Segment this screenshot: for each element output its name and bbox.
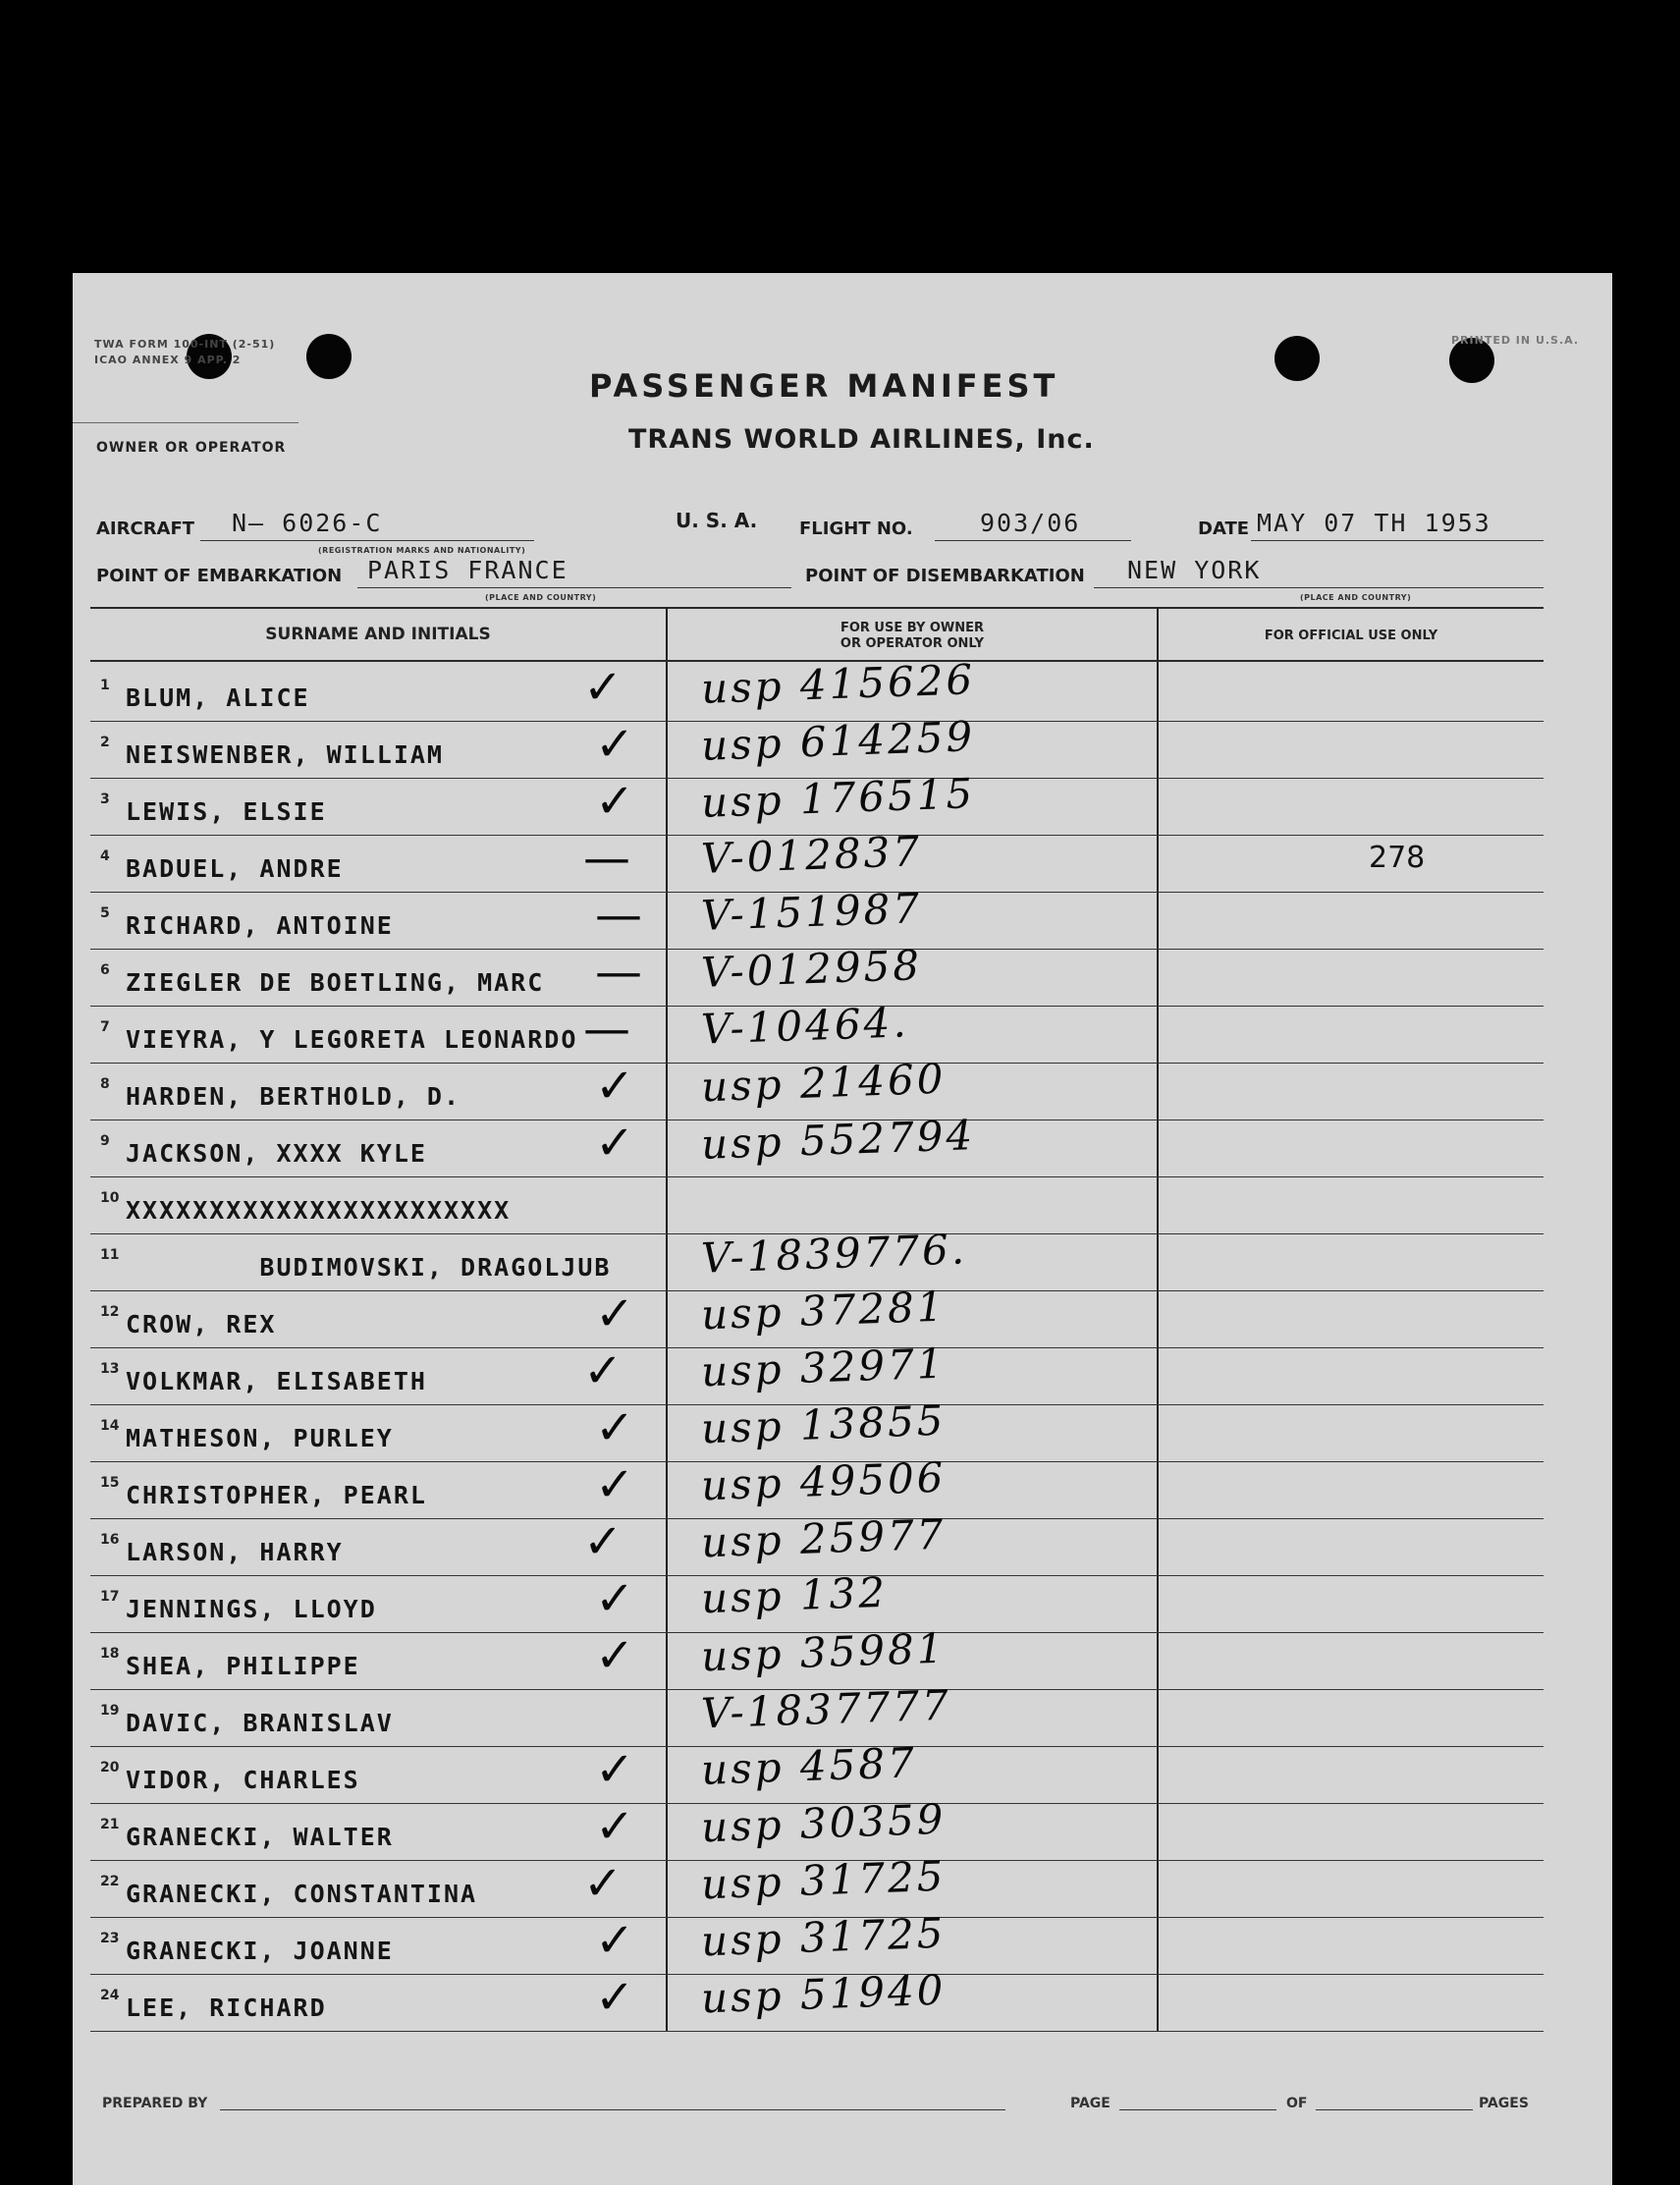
operator-entry: usp 51940 bbox=[700, 1965, 948, 2023]
row-number: 16 bbox=[100, 1532, 120, 1548]
passenger-name: LARSON, HARRY bbox=[126, 1538, 344, 1566]
manifest-page bbox=[73, 273, 1612, 2185]
check-mark-icon: ✓ bbox=[595, 1970, 635, 2025]
operator-entry: V-10464. bbox=[700, 998, 910, 1054]
operator-entry: usp 4587 bbox=[700, 1738, 918, 1794]
passenger-name: RICHARD, ANTOINE bbox=[126, 911, 394, 940]
table-row bbox=[73, 1680, 1612, 1748]
passenger-name: NEISWENBER, WILLIAM bbox=[126, 740, 444, 769]
disembarkation-label: POINT OF DISEMBARKATION bbox=[805, 566, 1085, 586]
check-mark-icon: ✓ bbox=[595, 1799, 635, 1854]
row-number: 1 bbox=[100, 678, 110, 693]
row-number: 24 bbox=[100, 1988, 120, 2003]
prepared-by-line bbox=[220, 2109, 1005, 2110]
table-row bbox=[73, 1338, 1612, 1406]
date-label: DATE bbox=[1198, 519, 1250, 539]
table-row bbox=[73, 1178, 1612, 1235]
passenger-name: SHEA, PHILIPPE bbox=[126, 1652, 360, 1680]
table-row bbox=[73, 1282, 1612, 1349]
table-top-border bbox=[90, 607, 1544, 609]
table-row bbox=[73, 1111, 1612, 1178]
prepared-by-label: PREPARED BY bbox=[102, 2096, 208, 2111]
operator-entry: V-1837777 bbox=[700, 1680, 952, 1738]
page-title: PASSENGER MANIFEST bbox=[589, 367, 1059, 405]
check-mark-icon: ✓ bbox=[583, 660, 623, 715]
passenger-name: BADUEL, ANDRE bbox=[126, 854, 344, 883]
passenger-name: BUDIMOVSKI, DRAGOLJUB bbox=[126, 1253, 612, 1282]
table-row bbox=[73, 1794, 1612, 1862]
passenger-name: VIEYRA, Y LEGORETA LEONARDO bbox=[126, 1025, 578, 1054]
passenger-name: DAVIC, BRANISLAV bbox=[126, 1709, 394, 1737]
passenger-name: CROW, REX bbox=[126, 1310, 277, 1338]
row-rule bbox=[90, 2031, 1544, 2032]
row-number: 6 bbox=[100, 962, 110, 978]
operator-name: TRANS WORLD AIRLINES, Inc. bbox=[628, 424, 1095, 455]
page-line bbox=[1119, 2109, 1276, 2110]
embarkation-caption: (PLACE AND COUNTRY) bbox=[485, 593, 597, 602]
check-mark-icon: — bbox=[583, 1002, 630, 1057]
aircraft-label: AIRCRAFT bbox=[96, 519, 195, 539]
passenger-name: LEWIS, ELSIE bbox=[126, 797, 327, 826]
operator-entry: usp 37281 bbox=[700, 1282, 948, 1339]
row-number: 22 bbox=[100, 1874, 120, 1889]
row-number: 21 bbox=[100, 1817, 120, 1832]
col-header-surname: SURNAME AND INITIALS bbox=[265, 625, 491, 644]
table-row bbox=[73, 1623, 1612, 1691]
date-underline bbox=[1251, 540, 1544, 541]
form-code-line1: TWA FORM 100-INT (2-51) bbox=[94, 338, 276, 351]
row-number: 19 bbox=[100, 1703, 120, 1719]
operator-entry: usp 31725 bbox=[700, 1851, 948, 1909]
owner-line bbox=[73, 422, 298, 423]
passenger-name: GRANECKI, JOANNE bbox=[126, 1937, 394, 1965]
table-row bbox=[73, 827, 1612, 894]
operator-entry: usp 25977 bbox=[700, 1509, 948, 1567]
table-row bbox=[73, 1908, 1612, 1976]
disembarkation-underline bbox=[1094, 587, 1544, 588]
check-mark-icon: ✓ bbox=[595, 1742, 635, 1797]
row-number: 18 bbox=[100, 1646, 120, 1662]
row-number: 14 bbox=[100, 1418, 120, 1434]
row-number: 13 bbox=[100, 1361, 120, 1377]
row-number: 3 bbox=[100, 792, 110, 807]
passenger-name: VOLKMAR, ELISABETH bbox=[126, 1367, 427, 1395]
passenger-name: JACKSON, XXXX KYLE bbox=[126, 1139, 427, 1168]
row-number: 7 bbox=[100, 1019, 110, 1035]
table-row bbox=[73, 1738, 1612, 1805]
flight-number-label: FLIGHT NO. bbox=[799, 519, 913, 539]
table-row bbox=[73, 1452, 1612, 1520]
table-row bbox=[73, 1395, 1612, 1463]
operator-entry: usp 30359 bbox=[700, 1794, 948, 1852]
passenger-name: GRANECKI, CONSTANTINA bbox=[126, 1880, 478, 1908]
passenger-name: CHRISTOPHER, PEARL bbox=[126, 1481, 427, 1509]
official-entry: 278 bbox=[1369, 841, 1426, 875]
operator-entry: usp 32971 bbox=[700, 1338, 948, 1396]
col-header-operator-line1: FOR USE BY OWNER bbox=[840, 621, 985, 635]
passenger-name: GRANECKI, WALTER bbox=[126, 1823, 394, 1851]
date-value: MAY 07 TH 1953 bbox=[1257, 509, 1491, 537]
passenger-name: ZIEGLER DE BOETLING, MARC bbox=[126, 968, 545, 997]
of-line bbox=[1316, 2109, 1473, 2110]
table-row bbox=[73, 1054, 1612, 1121]
country-label: U. S. A. bbox=[676, 509, 758, 532]
disembarkation-value: NEW YORK bbox=[1127, 556, 1262, 584]
owner-label: OWNER OR OPERATOR bbox=[96, 440, 287, 456]
passenger-name: LEE, RICHARD bbox=[126, 1994, 327, 2022]
check-mark-icon: ✓ bbox=[595, 1116, 635, 1171]
aircraft-caption: (REGISTRATION MARKS AND NATIONALITY) bbox=[318, 546, 526, 555]
punch-hole-icon bbox=[1274, 336, 1320, 381]
table-row bbox=[73, 1851, 1612, 1919]
row-number: 17 bbox=[100, 1589, 120, 1605]
passenger-name: MATHESON, PURLEY bbox=[126, 1424, 394, 1452]
col-header-official: FOR OFFICIAL USE ONLY bbox=[1264, 628, 1438, 643]
row-number: 9 bbox=[100, 1133, 110, 1149]
col-header-operator-line2: OR OPERATOR ONLY bbox=[840, 636, 985, 651]
passenger-name: XXXXXXXXXXXXXXXXXXXXXXX bbox=[126, 1196, 512, 1225]
row-number: 2 bbox=[100, 735, 110, 750]
check-mark-icon: ✓ bbox=[595, 1571, 635, 1626]
check-mark-icon: ✓ bbox=[595, 774, 635, 829]
operator-entry: usp 21460 bbox=[700, 1054, 948, 1112]
operator-entry: usp 35981 bbox=[700, 1623, 948, 1681]
operator-entry: V-012837 bbox=[700, 827, 923, 883]
table-row bbox=[73, 884, 1612, 951]
embarkation-label: POINT OF EMBARKATION bbox=[96, 566, 343, 586]
pages-label: PAGES bbox=[1479, 2096, 1529, 2111]
row-number: 12 bbox=[100, 1304, 120, 1320]
check-mark-icon: ✓ bbox=[595, 1457, 635, 1512]
operator-entry: usp 49506 bbox=[700, 1452, 948, 1510]
table-row bbox=[73, 1965, 1612, 2033]
check-mark-icon: ✓ bbox=[595, 1286, 635, 1341]
check-mark-icon: — bbox=[595, 945, 642, 1000]
operator-entry: V-151987 bbox=[700, 884, 923, 940]
row-number: 23 bbox=[100, 1931, 120, 1946]
table-row bbox=[73, 712, 1612, 780]
form-code-line2: ICAO ANNEX 9 APP. 2 bbox=[94, 354, 242, 366]
check-mark-icon: — bbox=[583, 831, 630, 886]
operator-entry: usp 552794 bbox=[700, 1111, 976, 1169]
row-number: 20 bbox=[100, 1760, 120, 1775]
printed-note: PRINTED IN U.S.A. bbox=[1451, 334, 1580, 347]
check-mark-icon: ✓ bbox=[595, 1400, 635, 1455]
table-row bbox=[73, 1567, 1612, 1634]
passenger-name: VIDOR, CHARLES bbox=[126, 1766, 360, 1794]
check-mark-icon: ✓ bbox=[583, 1514, 623, 1569]
operator-entry: usp 132 bbox=[700, 1567, 889, 1623]
embarkation-underline bbox=[357, 587, 791, 588]
table-row bbox=[73, 998, 1612, 1065]
operator-entry: usp 31725 bbox=[700, 1908, 948, 1966]
embarkation-value: PARIS FRANCE bbox=[367, 556, 569, 584]
of-label: OF bbox=[1286, 2096, 1308, 2111]
row-number: 4 bbox=[100, 848, 110, 864]
check-mark-icon: — bbox=[595, 888, 642, 943]
operator-entry: usp 415626 bbox=[700, 655, 976, 713]
disembarkation-caption: (PLACE AND COUNTRY) bbox=[1300, 593, 1412, 602]
check-mark-icon: ✓ bbox=[583, 1343, 623, 1398]
row-number: 11 bbox=[100, 1247, 120, 1263]
table-row bbox=[73, 769, 1612, 837]
passenger-name: BLUM, ALICE bbox=[126, 683, 310, 712]
flight-number-value: 903/06 bbox=[980, 509, 1081, 537]
table-row bbox=[73, 655, 1612, 723]
operator-entry: V-012958 bbox=[700, 941, 923, 997]
passenger-name: HARDEN, BERTHOLD, D. bbox=[126, 1082, 461, 1111]
page-label: PAGE bbox=[1070, 2096, 1111, 2111]
check-mark-icon: ✓ bbox=[595, 717, 635, 772]
punch-hole-icon bbox=[306, 334, 352, 379]
aircraft-value: N— 6026-C bbox=[232, 509, 383, 537]
passenger-name: JENNINGS, LLOYD bbox=[126, 1595, 377, 1623]
row-number: 10 bbox=[100, 1190, 120, 1206]
flight-underline bbox=[935, 540, 1131, 541]
check-mark-icon: ✓ bbox=[583, 1856, 623, 1911]
row-number: 15 bbox=[100, 1475, 120, 1491]
table-row bbox=[73, 941, 1612, 1008]
check-mark-icon: ✓ bbox=[595, 1059, 635, 1114]
operator-entry: usp 13855 bbox=[700, 1395, 948, 1453]
operator-entry: V-1839776. bbox=[700, 1225, 968, 1283]
operator-entry: usp 176515 bbox=[700, 769, 976, 827]
check-mark-icon: ✓ bbox=[595, 1628, 635, 1683]
table-row bbox=[73, 1225, 1612, 1292]
row-number: 5 bbox=[100, 905, 110, 921]
row-rule bbox=[90, 1176, 1544, 1177]
aircraft-underline bbox=[200, 540, 534, 541]
operator-entry: usp 614259 bbox=[700, 712, 976, 770]
row-number: 8 bbox=[100, 1076, 110, 1092]
check-mark-icon: ✓ bbox=[595, 1913, 635, 1968]
